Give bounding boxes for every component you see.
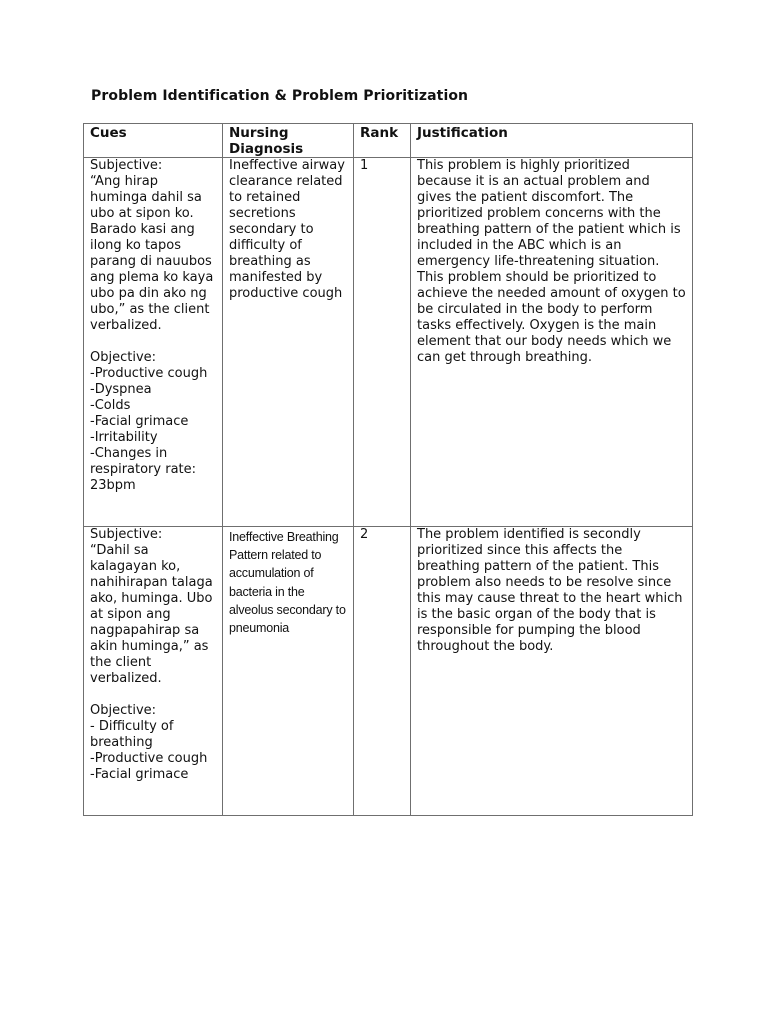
justification-text: This problem is highly prioritized because it is an actual problem and gives the patient discomfort. The prioritized problem concerns with the breathing pattern of the patient which is included in the ABC which is an emergency life-threatening situation. This problem should be prioritized to achieve the needed amount of oxygen to be circulated in the body to perform tasks effectively. Oxygen is the main element that our body needs which we can get through breathing.	[417, 158, 690, 365]
rank-text: 2	[360, 527, 369, 542]
diagnosis-text: Ineffective Breathing Pattern related to accumulation of bacteria in the alveolus secondary to pneumonia	[229, 530, 349, 636]
justification-cell	[411, 158, 693, 527]
table-header-row	[84, 124, 693, 158]
rank-cell	[354, 527, 411, 816]
cues-text: Subjective: “Dahil sa kalagayan ko, nahihirapan talaga ako, huminga. Ubo at sipon ang nagpapahirap sa akin huminga,” as the client verbalized. Objective: - Difficulty of breathing -Productive cough -Facial grimace	[90, 527, 213, 782]
justification-text: The problem identified is secondly prioritized since this affects the breathing pattern of the patient. This problem also needs to be resolve since this may cause threat to the heart which is the basic organ of the body that is responsible for pumping the blood throughout the body.	[417, 527, 687, 654]
header-cues: Cues	[84, 124, 223, 158]
care-plan-table	[83, 123, 693, 816]
justification-cell	[411, 527, 693, 816]
cues-cell	[84, 527, 223, 816]
cues-cell	[84, 158, 223, 527]
diagnosis-cell	[223, 158, 354, 527]
rank-text: 1	[360, 158, 369, 173]
header-rank: Rank	[354, 124, 411, 158]
table-row	[84, 158, 693, 527]
header-justification: Justification	[411, 124, 693, 158]
diagnosis-cell	[223, 527, 354, 816]
header-nursing-diagnosis: Nursing Diagnosis	[223, 124, 354, 158]
table-row	[84, 527, 693, 816]
cues-text: Subjective: “Ang hirap huminga dahil sa ubo at sipon ko. Barado kasi ang ilong ko tapos parang di nauubos ang plema ko kaya ubo pa din ako ng ubo,” as the client verbalized. Objective: -Productive cough -Dyspnea -Colds -Facial grimace -Irritability -Changes in respiratory rate: 23bpm	[90, 158, 214, 493]
rank-cell	[354, 158, 411, 527]
diagnosis-text: Ineffective airway clearance related to retained secretions secondary to difficulty of breathing as manifested by productive cough	[229, 158, 350, 301]
document-title: Problem Identification & Problem Prioritization	[91, 88, 469, 104]
